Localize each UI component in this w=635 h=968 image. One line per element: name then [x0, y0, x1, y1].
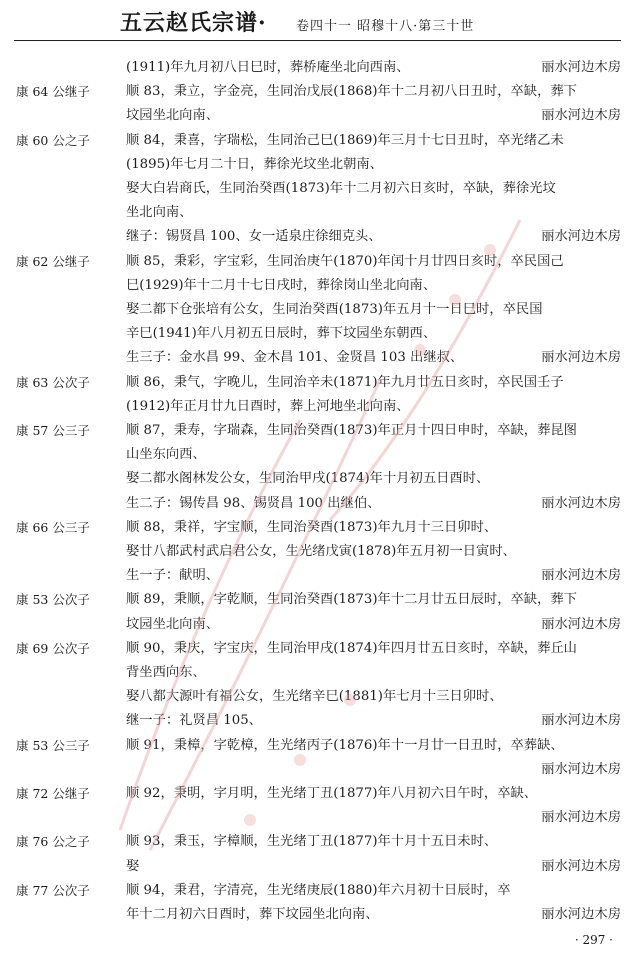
text-line	[0, 637, 635, 661]
entry-text: (1912)年正月廿九日酉时，葬上河地坐北向南、	[126, 398, 410, 414]
entry-text: 背坐西向东、	[126, 665, 206, 680]
entry-text: 娶	[126, 858, 140, 874]
entry-text: 顺 90，秉庆，字宝庆，生同治甲戌(1874)年四月廿五日亥时，卒缺，葬丘山	[126, 640, 577, 656]
branch-label: 丽水河边木房	[541, 810, 621, 826]
text-line	[0, 80, 635, 104]
page-header	[0, 0, 635, 44]
entry-text: 顺 85，秉彩，字宝彩，生同治庚午(1870)年闰十月廿四日亥时，卒民国己	[126, 253, 564, 269]
entry-label: 康 72 公继子	[16, 786, 90, 801]
entry-text: 顺 88，秉祥，字宝顺，生同治癸酉(1873)年九月十三日卯时、	[126, 519, 498, 535]
branch-label: 丽水河边木房	[541, 713, 621, 729]
entry-text: 顺 89，秉顺，字乾顺，生同治癸酉(1873)年十二月廿五日辰时，卒缺，葬下	[126, 592, 577, 608]
text-line	[0, 298, 635, 322]
text-line	[0, 225, 635, 249]
text-line	[0, 371, 635, 395]
entry-text: 年十二月初六日酉时，葬下坟园坐北向南、	[126, 907, 379, 922]
text-line	[0, 274, 635, 298]
text-line	[0, 395, 635, 419]
entry-text: 继一子：礼贤昌 105、	[126, 713, 262, 729]
branch-label: 丽水河边木房	[541, 761, 621, 777]
text-line	[0, 830, 635, 854]
text-line	[0, 758, 635, 782]
entry-text: 娶二都下仓张培有公女，生同治癸酉(1873)年五月十一日巳时，卒民国	[126, 302, 543, 317]
text-line	[0, 903, 635, 927]
volume-subtitle: 卷四十一 昭穆十八·第三十世	[296, 19, 475, 34]
text-line	[0, 492, 635, 516]
entry-text: 顺 86，秉气，字晚儿，生同治辛未(1871)年九月廿五日亥时，卒民国壬子	[126, 374, 564, 390]
text-line	[0, 443, 635, 467]
entry-text: 娶大白岩商氏，生同治癸酉(1873)年十二月初六日亥时，卒缺，葬徐光坟	[126, 181, 556, 196]
entry-label: 康 69 公次子	[16, 640, 90, 656]
text-line	[0, 104, 635, 128]
entry-text: 生一子：献明、	[126, 568, 220, 584]
branch-label: 丽水河边木房	[541, 60, 621, 75]
entry-text: 巳(1929)年十二月十七日戌时，葬徐岗山坐北向南、	[126, 277, 437, 293]
branch-label: 丽水河边木房	[541, 495, 621, 511]
entry-text: 娶二都水阁林发公女，生同治甲戌(1874)年十月初五日酉时、	[126, 471, 490, 487]
text-line	[0, 201, 635, 225]
text-line	[0, 709, 635, 733]
entry-text: (1895)年七月二十日，葬徐光坟坐北朝南、	[126, 156, 383, 172]
entry-text: 顺 94，秉君，字清亮，生光绪庚辰(1880)年六月初十日辰时，卒	[126, 882, 511, 898]
text-line	[0, 734, 635, 758]
entry-label: 康 64 公继子	[16, 84, 90, 100]
text-line	[0, 540, 635, 564]
entry-text: 顺 83，秉立，字金亮，生同治戊辰(1868)年十二月初八日丑时，卒缺，葬下	[126, 84, 577, 100]
text-line	[0, 346, 635, 370]
text-line	[0, 250, 635, 274]
text-line	[0, 588, 635, 612]
entry-text: 顺 93，秉玉，字樟顺，生光绪丁丑(1877)年十月十五日未时、	[126, 834, 498, 850]
text-line	[0, 177, 635, 201]
entry-text: (1911)年九月初八日巳时，葬桥庵坐北向西南、	[126, 60, 410, 75]
entry-label: 康 60 公之子	[16, 132, 90, 148]
entry-text: 娶廿八都武村武启君公女，生光绪戊寅(1878)年五月初一日寅时、	[126, 544, 516, 559]
text-line	[0, 516, 635, 540]
entry-text: 顺 87，秉寿，字瑞森，生同治癸酉(1873)年正月十四日申时，卒缺，葬昆图	[126, 423, 577, 438]
text-line	[0, 56, 635, 80]
entry-text: 坟园坐北向南、	[126, 616, 220, 632]
entry-text: 继子：锡贤昌 100、女一适泉庄徐细克头、	[126, 229, 382, 245]
text-line	[0, 129, 635, 153]
entry-text: 顺 91，秉樟，字乾樟，生光绪丙子(1876)年十一月廿一日丑时，卒葬缺、	[126, 737, 564, 753]
branch-label: 丽水河边木房	[541, 350, 621, 366]
entry-text: 辛巳(1941)年八月初五日辰时，葬下坟园坐东朝西、	[126, 326, 437, 342]
entry-text: 顺 92，秉明，字月明，生光绪丁丑(1877)年八月初六日午时，卒缺、	[126, 786, 538, 801]
entry-text: 坐北向南、	[126, 205, 193, 221]
entry-label: 康 63 公次子	[16, 374, 90, 390]
text-line	[0, 322, 635, 346]
entry-label: 康 77 公次子	[16, 882, 90, 898]
text-line	[0, 855, 635, 879]
entry-label: 康 57 公三子	[16, 423, 90, 438]
text-line	[0, 661, 635, 685]
text-line	[0, 685, 635, 709]
text-line	[0, 419, 635, 443]
header-rule	[14, 40, 621, 41]
page-number: · 297 ·	[574, 933, 613, 947]
branch-label: 丽水河边木房	[541, 616, 621, 632]
text-line	[0, 806, 635, 830]
entry-label: 康 66 公三子	[16, 519, 90, 535]
text-line	[0, 782, 635, 806]
branch-label: 丽水河边木房	[541, 907, 621, 922]
text-line	[0, 153, 635, 177]
entry-text: 生三子：金水昌 99、金木昌 101、金贤昌 103 出继叔、	[126, 350, 464, 366]
entry-text: 生二子：锡传昌 98、锡贤昌 100 出继伯、	[126, 495, 381, 511]
entry-text: 山坐东向西、	[126, 447, 206, 463]
entry-label: 康 62 公继子	[16, 253, 90, 269]
text-line	[0, 613, 635, 637]
branch-label: 丽水河边木房	[541, 858, 621, 874]
branch-label: 丽水河边木房	[541, 568, 621, 584]
branch-label: 丽水河边木房	[541, 229, 621, 245]
entry-label: 康 53 公三子	[16, 737, 90, 753]
entry-label: 康 76 公之子	[16, 834, 90, 850]
text-line	[0, 467, 635, 491]
text-line	[0, 564, 635, 588]
entry-label: 康 53 公次子	[16, 592, 90, 608]
entry-text: 顺 84，秉喜，字瑞松，生同治己巳(1869)年三月十七日丑时，卒光绪乙未	[126, 132, 564, 148]
entry-text: 坟园坐北向南、	[126, 108, 220, 124]
text-line	[0, 879, 635, 903]
branch-label: 丽水河边木房	[541, 108, 621, 124]
book-title: 五云赵氏宗谱·	[120, 10, 267, 36]
entry-text: 娶八都大源叶有福公女，生光绪辛巳(1881)年七月十三日卯时、	[126, 689, 503, 705]
